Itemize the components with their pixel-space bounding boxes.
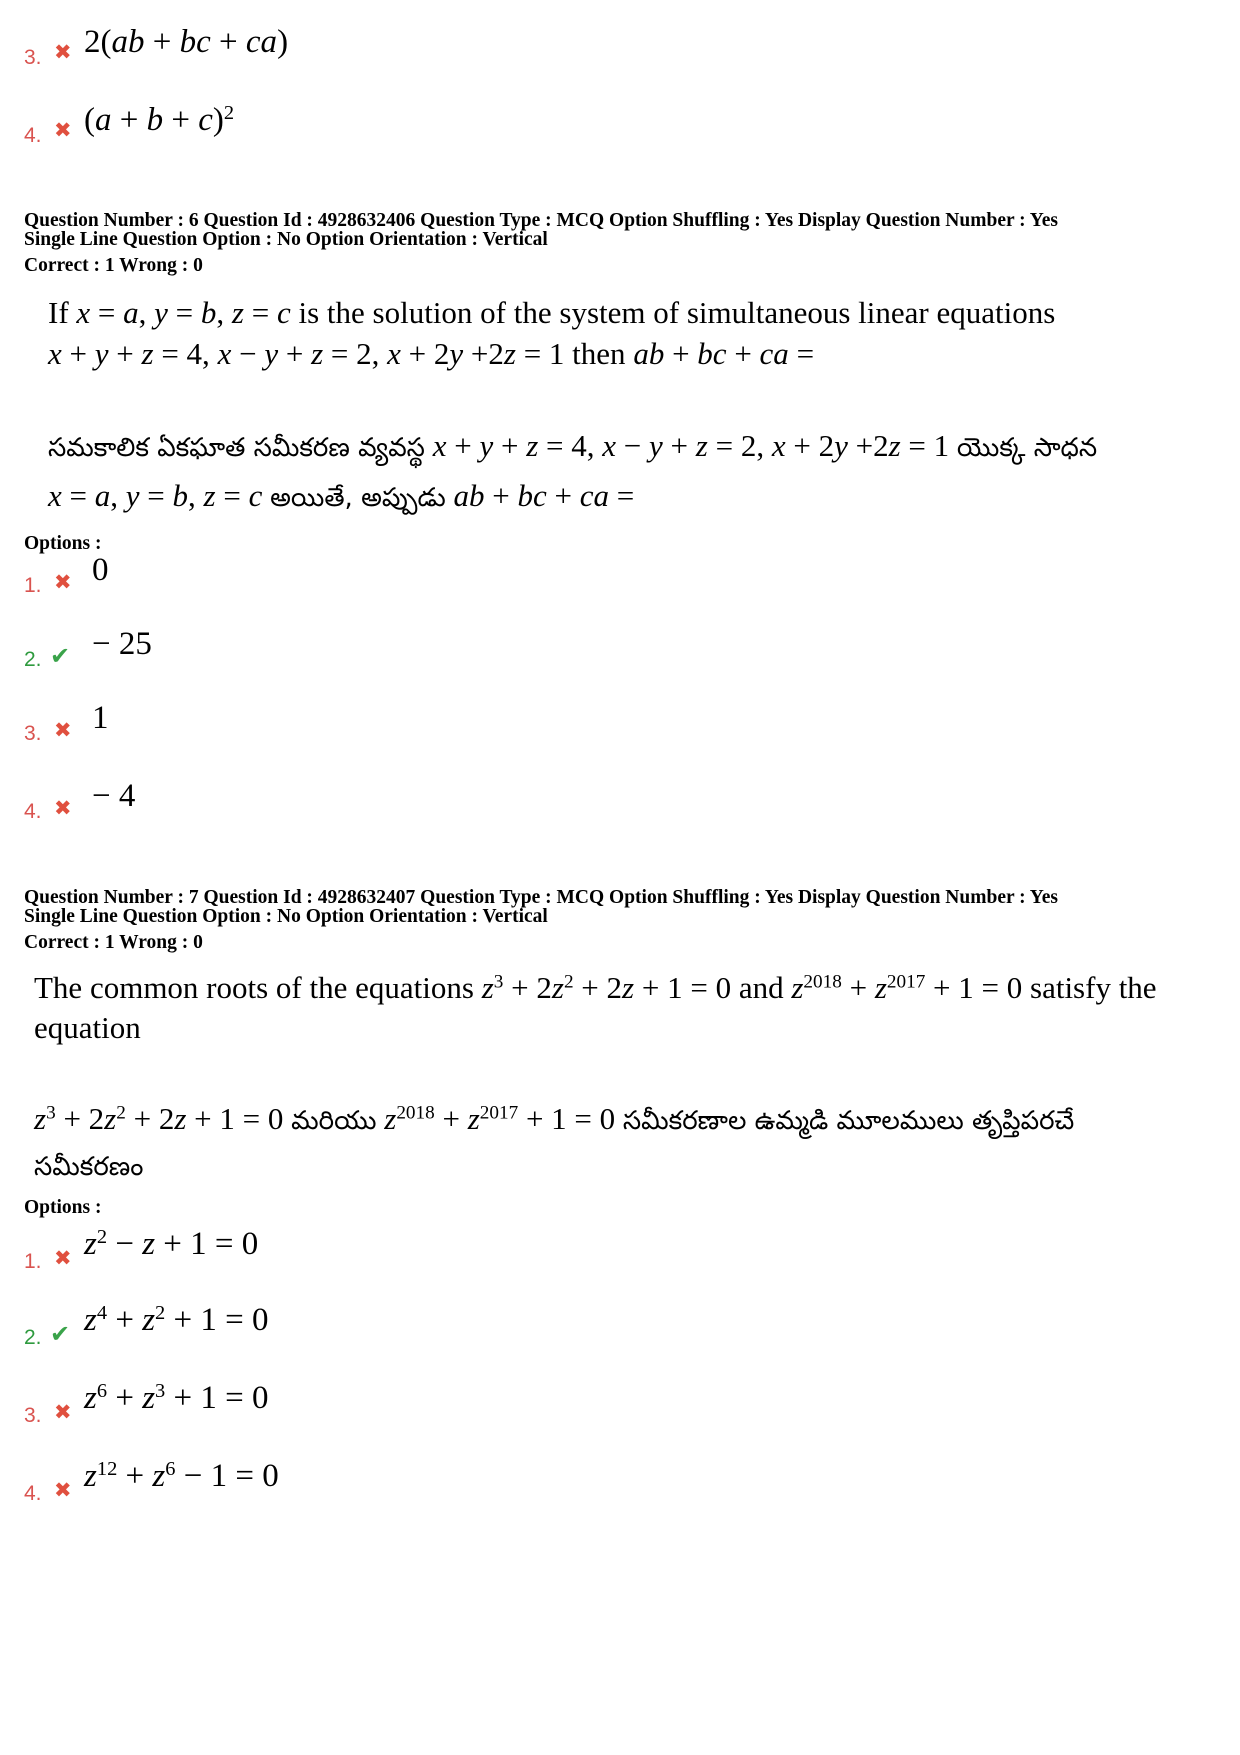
option-number: 3. — [24, 46, 42, 69]
option-number: 2. — [24, 648, 42, 671]
option-3 — [24, 700, 109, 746]
option-content: − 4 — [92, 778, 136, 814]
option-2 — [24, 1301, 269, 1350]
option-content: − 25 — [92, 626, 152, 662]
cross-icon: ✖ — [54, 1246, 72, 1270]
option-content: $z^6 + z^3 + 1 = 0$ — [84, 1379, 269, 1416]
option-number: 3. — [24, 722, 42, 745]
cross-icon: ✖ — [54, 570, 72, 594]
cross-icon: ✖ — [54, 1478, 72, 1502]
check-icon: ✔ — [50, 1320, 71, 1348]
question-text-telugu: $z^3 + 2z^2 + 2z + 1 = 0$ మరియు $z^{2018} + z^{2017} + 1 = 0$ సమీకరణాల ఉమ్మడి మూలములు తృప్తిపరచే సమీకరణం — [34, 1096, 1074, 1190]
option-content: 0 — [92, 552, 109, 588]
question-text-telugu-line-2: సమీకరణం — [34, 1152, 144, 1182]
check-icon: ✔ — [50, 642, 71, 670]
option-3 — [24, 1379, 269, 1428]
option-content: 1 — [92, 700, 109, 736]
option-number: 4. — [24, 800, 42, 823]
option-number: 3. — [24, 1404, 42, 1427]
option-number: 1. — [24, 574, 42, 597]
option-2 — [24, 626, 152, 672]
question-text-telugu: సమకాలిక ఏకఘాత సమీకరణ వ్యవస్థ x + y + z = 4, x − y + z = 2, x + 2y +2z = 1 యొక్క సాధన x = a, y = b, z = c అయితే, అప్పుడు ab + bc + ca = — [48, 428, 1098, 513]
option-content: 2(ab + bc + ca) — [84, 24, 289, 60]
option-1 — [24, 552, 109, 598]
option-number: 1. — [24, 1250, 42, 1273]
question-marks: Correct : 1 Wrong : 0 — [24, 932, 203, 953]
option-3 — [24, 24, 289, 70]
question-meta-line-1: Question Number : 6 Question Id : 4928632406 Question Type : MCQ Option Shuffling : Yes Display Question Number : Yes — [24, 210, 1058, 231]
option-4 — [24, 101, 235, 148]
cross-icon: ✖ — [54, 1400, 72, 1424]
question-text-english: If x = a, y = b, z = c is the solution of the system of simultaneous linear equations x + y + z = 4, x − y + z = 2, x + 2y +2z = 1 then ab + bc + ca = — [48, 295, 1056, 371]
option-number: 4. — [24, 1482, 42, 1505]
cross-icon: ✖ — [54, 118, 72, 142]
question-meta-line-2: Single Line Question Option : No Option Orientation : Vertical — [24, 229, 548, 250]
option-number: 4. — [24, 124, 42, 147]
question-marks: Correct : 1 Wrong : 0 — [24, 255, 203, 276]
option-number: 2. — [24, 1326, 42, 1349]
question-meta-line-2: Single Line Question Option : No Option Orientation : Vertical — [24, 906, 548, 927]
option-4 — [24, 778, 136, 824]
option-content: $z^2 - z + 1 = 0$ — [84, 1225, 259, 1262]
option-content: $z^{12} + z^6 - 1 = 0$ — [84, 1457, 279, 1494]
option-4 — [24, 1457, 279, 1506]
question-text-english-line-2: equation — [34, 1010, 141, 1045]
option-content: $(a + b + c)^2$ — [84, 101, 235, 138]
cross-icon: ✖ — [54, 40, 72, 64]
options-label: Options : — [24, 1197, 102, 1218]
cross-icon: ✖ — [54, 718, 72, 742]
option-content: $z^4 + z^2 + 1 = 0$ — [84, 1301, 269, 1338]
question-meta-line-1: Question Number : 7 Question Id : 4928632407 Question Type : MCQ Option Shuffling : Yes Display Question Number : Yes — [24, 887, 1058, 908]
question-text-english: The common roots of the equations $z^3 + 2z^2 + 2z + 1 = 0$ and $z^{2018} + z^{2017} + 1 = 0$ satisfy the equation — [34, 968, 1157, 1048]
option-1 — [24, 1225, 259, 1274]
cross-icon: ✖ — [54, 796, 72, 820]
options-label: Options : — [24, 533, 102, 554]
